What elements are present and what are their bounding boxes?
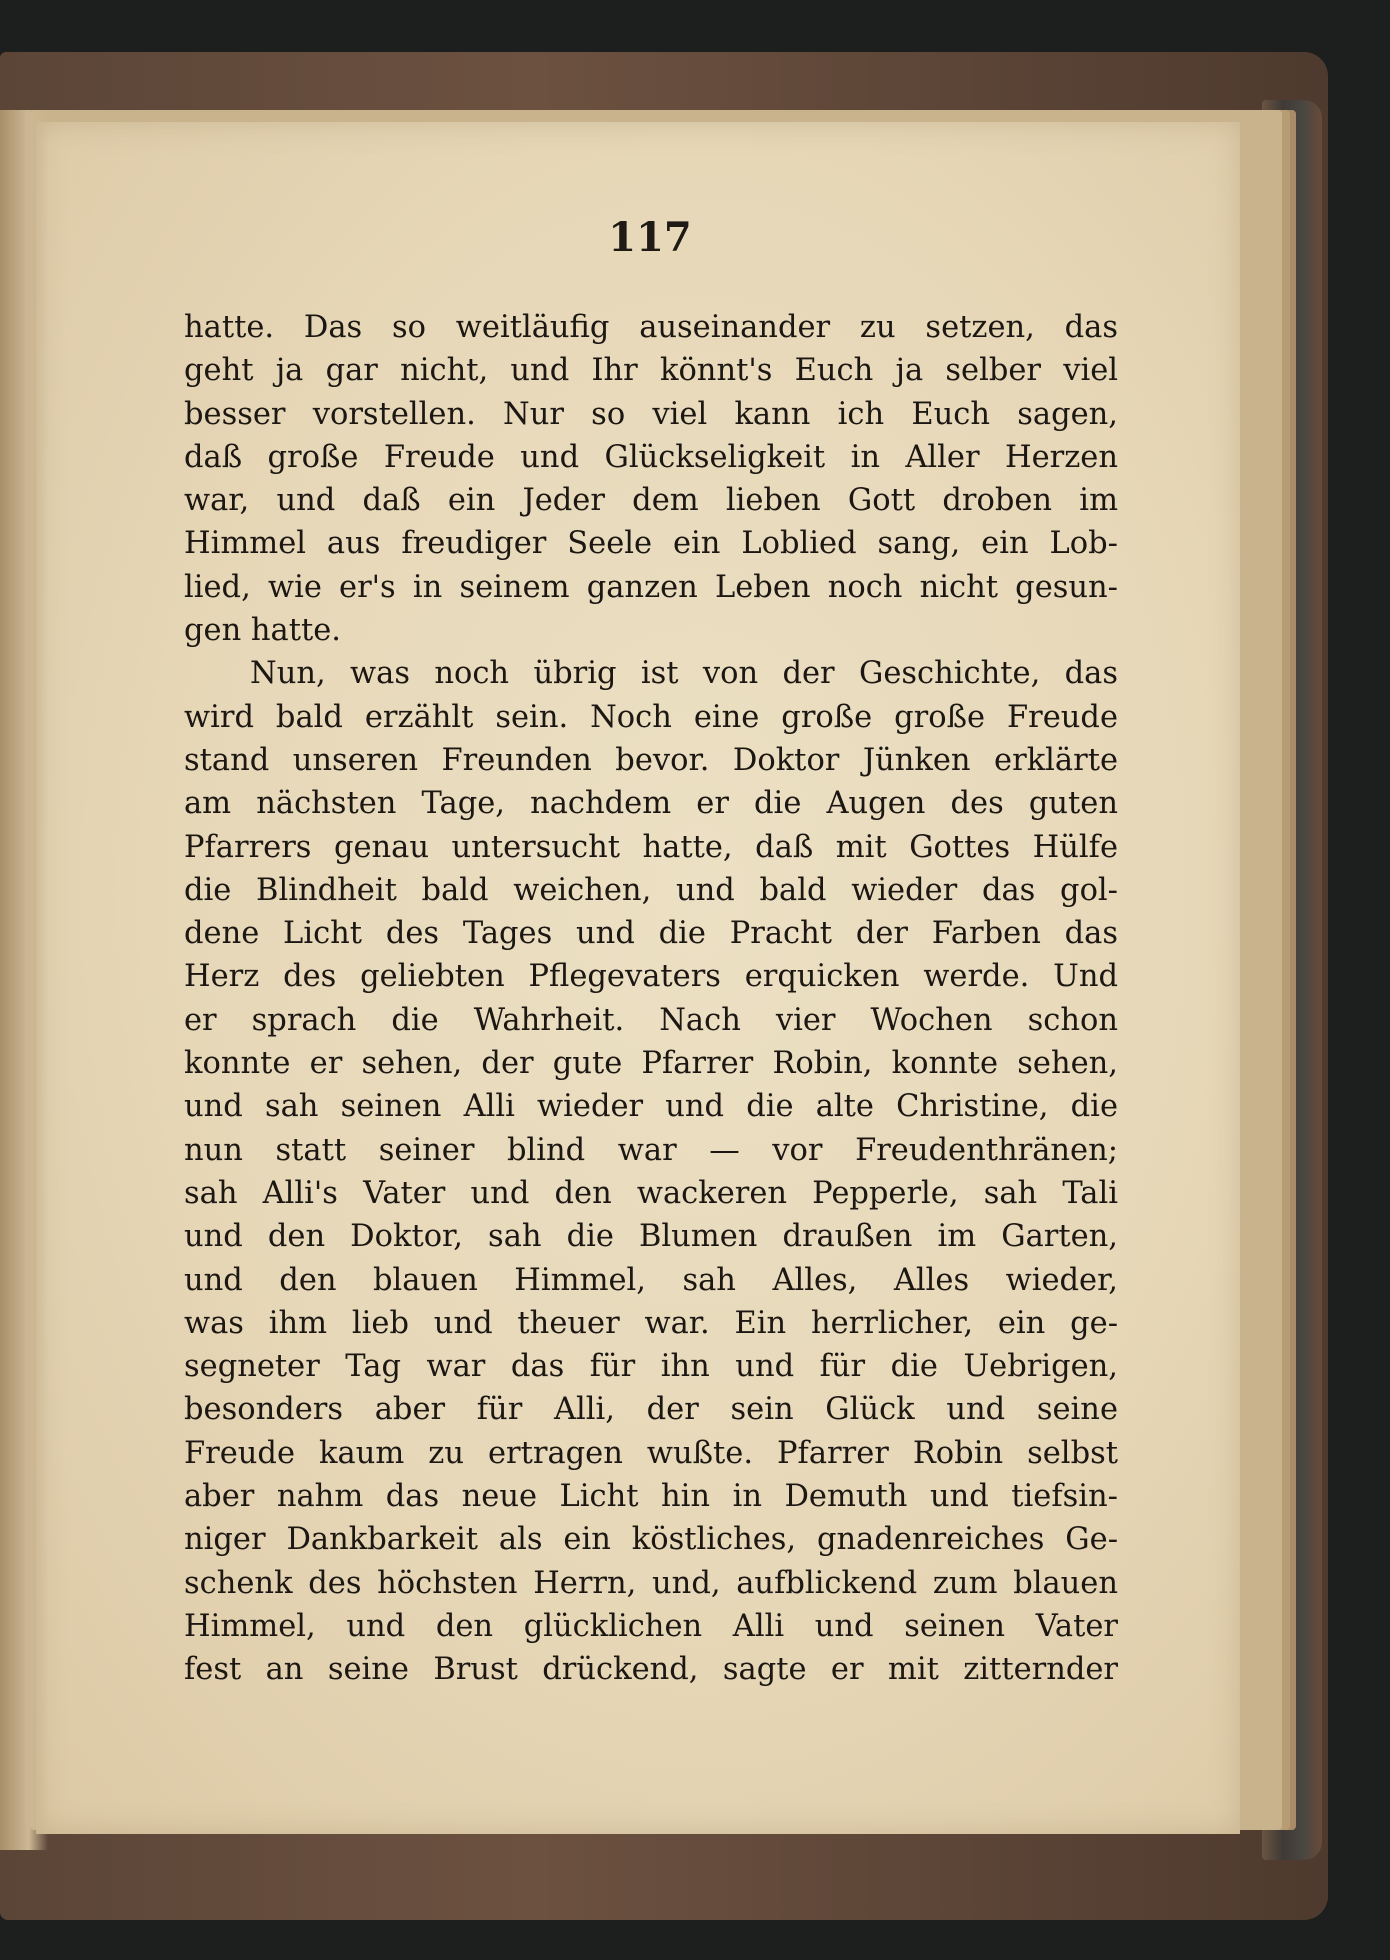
text-line: und sah seinen Alli wieder und die alte Christine, die bbox=[184, 1089, 1118, 1125]
text-line: nun statt seiner blind war — vor Freudenthränen; bbox=[184, 1132, 1118, 1168]
text-line: konnte er sehen, der gute Pfarrer Robin, konnte sehen, bbox=[184, 1046, 1118, 1082]
text-line: gen hatte. bbox=[184, 613, 341, 649]
text-line: und den Doktor, sah die Blumen draußen im Garten, bbox=[184, 1219, 1118, 1255]
paragraph-start-line: Nun, was noch übrig ist von der Geschichte, das bbox=[250, 656, 1118, 692]
text-line: daß große Freude und Glückseligkeit in Aller Herzen bbox=[184, 439, 1118, 475]
text-line: stand unseren Freunden bevor. Doktor Jünken erklärte bbox=[184, 742, 1118, 778]
text-line: geht ja gar nicht, und Ihr könnt's Euch ja selber viel bbox=[184, 353, 1118, 389]
text-line: besonders aber für Alli, der sein Glück und seine bbox=[184, 1392, 1118, 1428]
text-line: Himmel aus freudiger Seele ein Loblied sang, ein Lob- bbox=[184, 526, 1118, 562]
text-line: lied, wie er's in seinem ganzen Leben noch nicht gesun- bbox=[184, 569, 1118, 605]
text-line: aber nahm das neue Licht hin in Demuth und tiefsin- bbox=[184, 1479, 1118, 1515]
text-line: schenk des höchsten Herrn, und, aufblickend zum blauen bbox=[184, 1565, 1118, 1601]
spine-gutter bbox=[0, 110, 48, 1850]
page-number: 117 bbox=[608, 214, 692, 261]
text-line: Himmel, und den glücklichen Alli und seinen Vater bbox=[184, 1608, 1118, 1644]
text-line: wird bald erzählt sein. Noch eine große große Freude bbox=[184, 699, 1118, 735]
text-line: niger Dankbarkeit als ein köstliches, gnadenreiches Ge- bbox=[184, 1522, 1118, 1558]
text-line: am nächsten Tage, nachdem er die Augen des guten bbox=[184, 786, 1118, 822]
text-line: er sprach die Wahrheit. Nach vier Wochen schon bbox=[184, 1002, 1118, 1038]
text-line: besser vorstellen. Nur so viel kann ich Euch sagen, bbox=[184, 396, 1118, 432]
body-text bbox=[184, 306, 1118, 1692]
text-line: Freude kaum zu ertragen wußte. Pfarrer Robin selbst bbox=[184, 1435, 1118, 1471]
text-line: hatte. Das so weitläufig auseinander zu setzen, das bbox=[184, 310, 1118, 345]
text-line: und den blauen Himmel, sah Alles, Alles wieder, bbox=[184, 1262, 1118, 1298]
text-line: war, und daß ein Jeder dem lieben Gott droben im bbox=[184, 483, 1118, 519]
text-line: Pfarrers genau untersucht hatte, daß mit Gottes Hülfe bbox=[184, 829, 1118, 865]
text-line: sah Alli's Vater und den wackeren Pepperle, sah Tali bbox=[184, 1175, 1118, 1211]
text-line: segneter Tag war das für ihn und für die Uebrigen, bbox=[184, 1349, 1118, 1385]
text-line: die Blindheit bald weichen, und bald wieder das gol- bbox=[184, 872, 1118, 908]
text-line: was ihm lieb und theuer war. Ein herrlicher, ein ge- bbox=[184, 1305, 1118, 1341]
text-line: dene Licht des Tages und die Pracht der Farben das bbox=[184, 916, 1118, 952]
text-line: fest an seine Brust drückend, sagte er mit zitternder bbox=[184, 1652, 1118, 1688]
text-line: Herz des geliebten Pflegevaters erquicken werde. Und bbox=[184, 959, 1118, 995]
